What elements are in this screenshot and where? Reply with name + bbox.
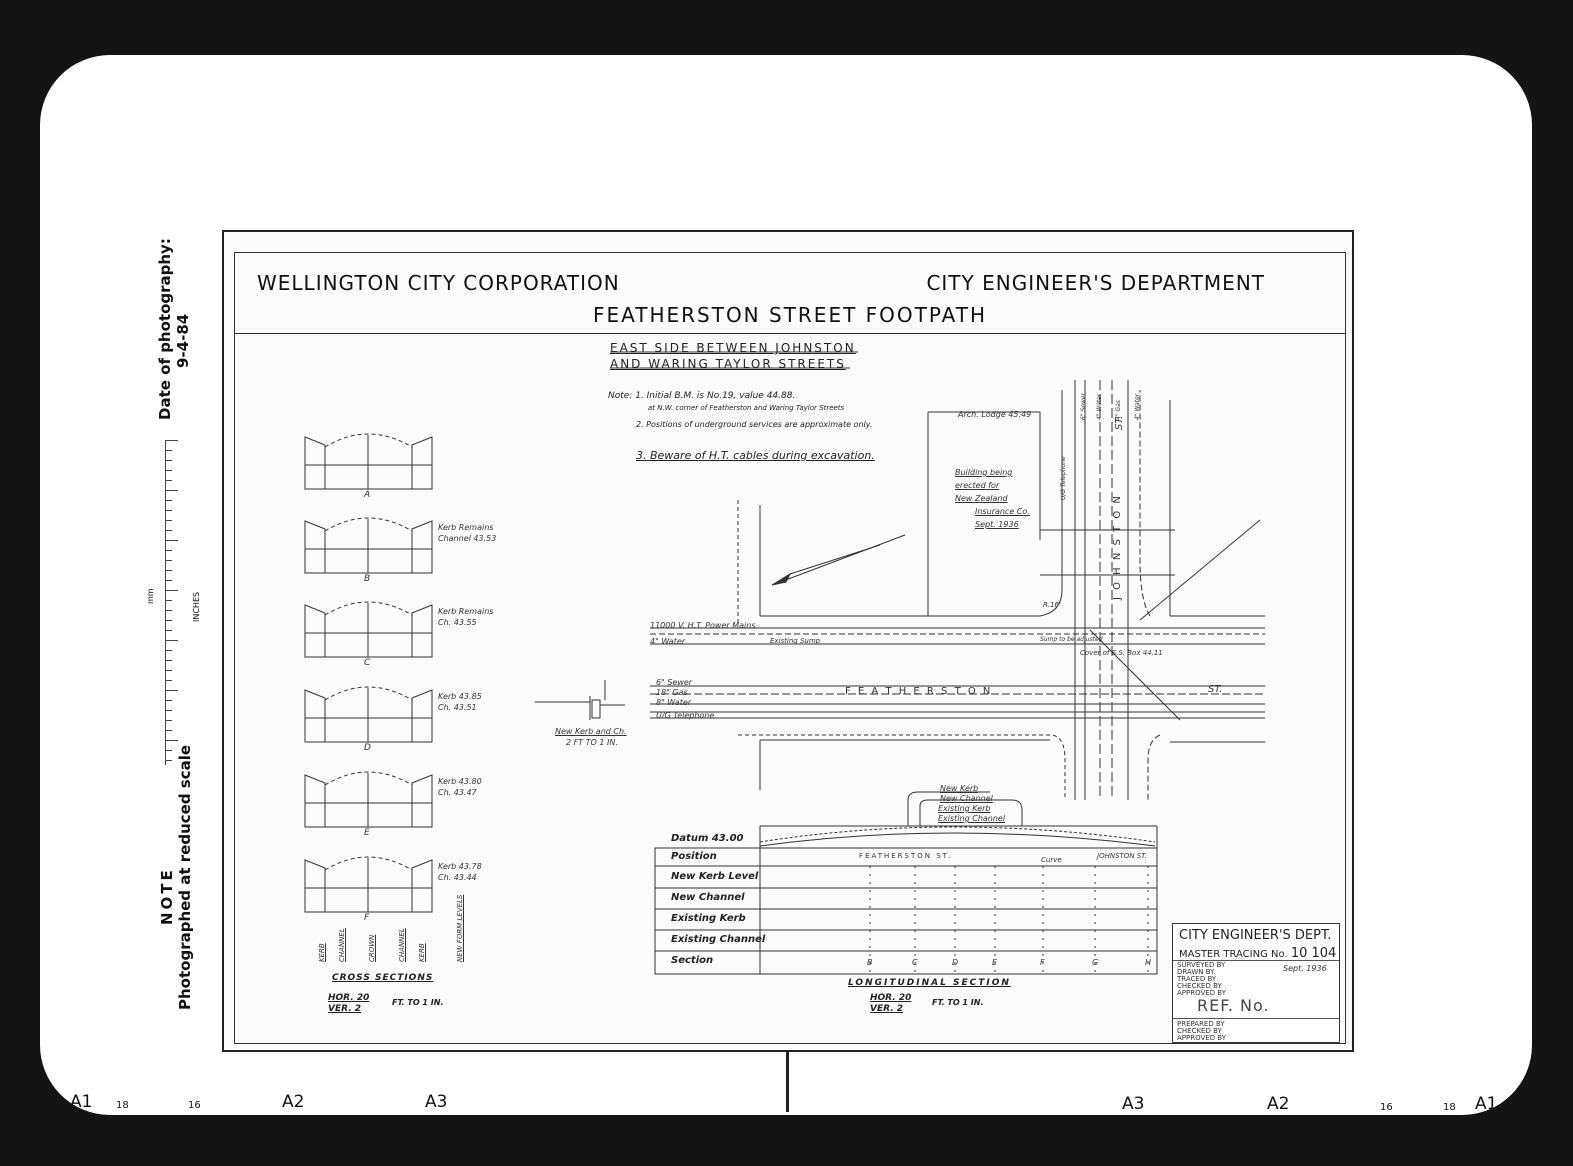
sump-adjusted-label: Sump to be adjusted xyxy=(1040,636,1103,643)
drawing-title: FEATHERSTON STREET FOOTPATH xyxy=(592,303,988,327)
lodge-label: Arch. Lodge 45.49 xyxy=(958,410,1032,419)
row-position: Position xyxy=(671,851,717,862)
service-label-5: 8" Water xyxy=(656,698,692,707)
cross-section-label: C xyxy=(364,658,371,668)
cross-section-channel-note: Ch. 43.51 xyxy=(438,703,477,712)
cross-scale-unit: FT. TO 1 IN. xyxy=(392,998,444,1007)
edge-mark-a3-left: A3 xyxy=(425,1092,448,1112)
cross-section-legend-item: KERB xyxy=(418,943,426,962)
longitudinal-leader-note: New Channel xyxy=(940,794,993,803)
longitudinal-section-letter: E xyxy=(992,958,998,967)
cross-section-kerb-note: Kerb Remains xyxy=(438,523,494,532)
edge-mark-a3-right: A3 xyxy=(1122,1094,1145,1114)
stamp-row-1: SURVEYED BY xyxy=(1177,961,1226,969)
service-label-1: 11000 V. H.T. Power Mains xyxy=(650,621,756,630)
longitudinal-section-letter: H xyxy=(1145,958,1152,967)
stamp-dept: CITY ENGINEER'S DEPT. xyxy=(1179,928,1332,943)
stamp-divider-2 xyxy=(1173,1018,1339,1019)
longitudinal-title: LONGITUDINAL SECTION xyxy=(848,978,1011,988)
note-1a: Note: 1. Initial B.M. is No.19, value 44.88. xyxy=(608,391,796,401)
stamp-tracing-label: MASTER TRACING No. xyxy=(1179,949,1288,960)
cross-section-D xyxy=(305,687,432,742)
service-label-4: 18" Gas xyxy=(656,688,688,697)
row-existing-kerb: Existing Kerb xyxy=(671,913,746,924)
row-section: Section xyxy=(671,955,714,966)
department-title: CITY ENGINEER'S DEPARTMENT xyxy=(926,271,1265,295)
cross-section-E xyxy=(305,772,432,827)
featherston-st-abbrev: ST. xyxy=(1208,684,1223,695)
date-of-photography-value: 9-4-84 xyxy=(174,313,192,368)
cross-section-F xyxy=(305,857,432,912)
longitudinal-section-letter: F xyxy=(1040,958,1045,967)
edge-mark-18-right: 18 xyxy=(1443,1102,1456,1113)
reduced-scale-note: Photographed at reduced scale xyxy=(176,744,194,1010)
building-note-line: Sept. 1936 xyxy=(975,520,1019,529)
longitudinal-leader-note: Existing Kerb xyxy=(938,804,991,813)
cross-section-legend-item: CROWN xyxy=(368,934,376,962)
longitudinal-section-letter: C xyxy=(912,958,918,967)
position-curve: Curve xyxy=(1041,856,1062,864)
service-label-2: 4" Water xyxy=(650,637,686,646)
row-datum: Datum 43.00 xyxy=(671,833,744,844)
johnston-st-abbrev: ST. xyxy=(1114,415,1125,430)
vertical-service-label: 4" Water xyxy=(1096,393,1103,420)
cross-section-legend-item: NEW FORM LEVELS xyxy=(456,894,464,962)
longitudinal-section-letter: B xyxy=(867,958,873,967)
vertical-service-label: U/G Telephone xyxy=(1060,456,1067,500)
position-featherston: FEATHERSTON ST. xyxy=(859,852,953,860)
cross-section-label: A xyxy=(364,490,371,500)
longitudinal-scale-unit: FT. TO 1 IN. xyxy=(932,998,984,1007)
vertical-service-label: 4" Water xyxy=(1134,393,1141,420)
note-2: 2. Positions of underground services are approximate only. xyxy=(636,420,873,429)
building-note-line: New Zealand xyxy=(955,494,1008,503)
cross-section-C xyxy=(305,602,432,657)
cross-section-B xyxy=(305,518,432,573)
row-existing-channel: Existing Channel xyxy=(671,934,766,945)
service-label-6: U/G Telephone xyxy=(656,711,715,720)
tracing-stamp xyxy=(1172,923,1340,1043)
stamp-row-4: CHECKED BY xyxy=(1177,982,1222,990)
building-note-line: Building being xyxy=(955,468,1013,477)
kerb-detail-label: New Kerb and Ch. xyxy=(555,727,627,736)
longitudinal-section-table xyxy=(655,828,1157,975)
stamp-row-2: DRAWN BY xyxy=(1177,968,1215,976)
stamp-row-3: TRACED BY xyxy=(1177,975,1217,983)
radius-label: R.16' xyxy=(1043,601,1061,609)
cross-section-kerb-note: Kerb 43.78 xyxy=(438,862,482,871)
cross-section-channel-note: Channel 43.53 xyxy=(438,534,497,543)
date-of-photography-label: Date of photography: xyxy=(156,238,174,420)
ruler-mm-label: mm xyxy=(146,588,155,604)
stamp-row-5: APPROVED BY xyxy=(1177,989,1227,997)
edge-mark-a1-left: A1 xyxy=(70,1092,93,1112)
featherston-street-label: F E A T H E R S T O N xyxy=(845,686,993,697)
edge-mark-16-left: 16 xyxy=(188,1100,201,1111)
longitudinal-leader-note: New Kerb xyxy=(940,784,979,793)
position-johnston: JOHNSTON ST. xyxy=(1097,852,1147,860)
note-label: NOTE xyxy=(158,867,176,925)
longitudinal-scale-v: VER. 2 xyxy=(870,1004,904,1014)
vertical-service-label: 4" Gas xyxy=(1115,400,1122,420)
cross-sections-title: CROSS SECTIONS xyxy=(332,973,434,983)
cover-label: Cover of S.S. Box 44.11 xyxy=(1080,649,1163,657)
note-1b: at N.W. corner of Featherston and Waring Taylor Streets xyxy=(648,404,845,412)
longitudinal-scale-h: HOR. 20 xyxy=(870,993,912,1003)
cross-section-kerb-note: Kerb 43.85 xyxy=(438,692,482,701)
cross-section-legend-item: CHANNEL xyxy=(398,928,406,962)
cross-scale-h: HOR. 20 xyxy=(328,993,370,1003)
row-new-kerb: New Kerb Level xyxy=(671,871,759,882)
cross-section-channel-note: Ch. 43.44 xyxy=(438,873,477,882)
cross-section-label: D xyxy=(364,743,371,753)
stamp-signature-date: Sept. 1936 xyxy=(1283,964,1327,973)
edge-mark-16-right: 16 xyxy=(1380,1102,1393,1113)
stamp-ref-no: REF. No. xyxy=(1197,996,1270,1015)
cross-section-channel-note: Ch. 43.47 xyxy=(438,788,477,797)
kerb-detail-scale: 2 FT TO 1 IN. xyxy=(566,738,618,747)
note-3: 3. Beware of H.T. cables during excavation. xyxy=(636,449,875,462)
cross-section-legend-item: KERB xyxy=(318,943,326,962)
longitudinal-leader-note: Existing Channel xyxy=(938,814,1006,823)
stamp-row2-2: CHECKED BY xyxy=(1177,1027,1222,1035)
cross-section-A xyxy=(305,434,432,489)
cross-section-label: F xyxy=(364,913,370,923)
building-note-line: erected for xyxy=(955,481,1000,490)
cross-section-kerb-note: Kerb Remains xyxy=(438,607,494,616)
cross-scale-v: VER. 2 xyxy=(328,1004,362,1014)
row-new-channel: New Channel xyxy=(671,892,745,903)
edge-mark-a2-right: A2 xyxy=(1267,1094,1290,1114)
subtitle-line-1: EAST SIDE BETWEEN JOHNSTON xyxy=(610,341,856,355)
cross-section-label: E xyxy=(364,828,370,838)
edge-mark-a2-left: A2 xyxy=(282,1092,305,1112)
stamp-row2-3: APPROVED BY xyxy=(1177,1034,1227,1042)
stamp-tracing-number: 10 104 xyxy=(1290,946,1337,961)
ruler-inches-label: INCHES xyxy=(192,591,201,622)
cross-section-legend-item: CHANNEL xyxy=(338,928,346,962)
vertical-service-label: 6" Sewer xyxy=(1080,392,1087,420)
stamp-tracing xyxy=(1179,946,1336,961)
subtitle-line-2: AND WARING TAYLOR STREETS xyxy=(610,357,846,371)
cross-section-kerb-note: Kerb 43.80 xyxy=(438,777,482,786)
edge-mark-18-left: 18 xyxy=(116,1100,129,1111)
building-note-line: Insurance Co. xyxy=(975,507,1030,516)
cross-section-channel-note: Ch. 43.55 xyxy=(438,618,477,627)
corporation-title: WELLINGTON CITY CORPORATION xyxy=(257,271,620,295)
cross-section-label: B xyxy=(364,574,371,584)
johnston-street-label: J O H N S T O N xyxy=(1112,494,1123,600)
longitudinal-section-letter: D xyxy=(952,958,959,967)
existing-sump-label: Existing Sump xyxy=(770,637,821,645)
edge-mark-a1-right: A1 xyxy=(1475,1094,1498,1114)
longitudinal-section-letter: G xyxy=(1092,958,1099,967)
service-label-3: 6" Sewer xyxy=(656,678,693,687)
stamp-row2-1: PREPARED BY xyxy=(1177,1020,1225,1028)
